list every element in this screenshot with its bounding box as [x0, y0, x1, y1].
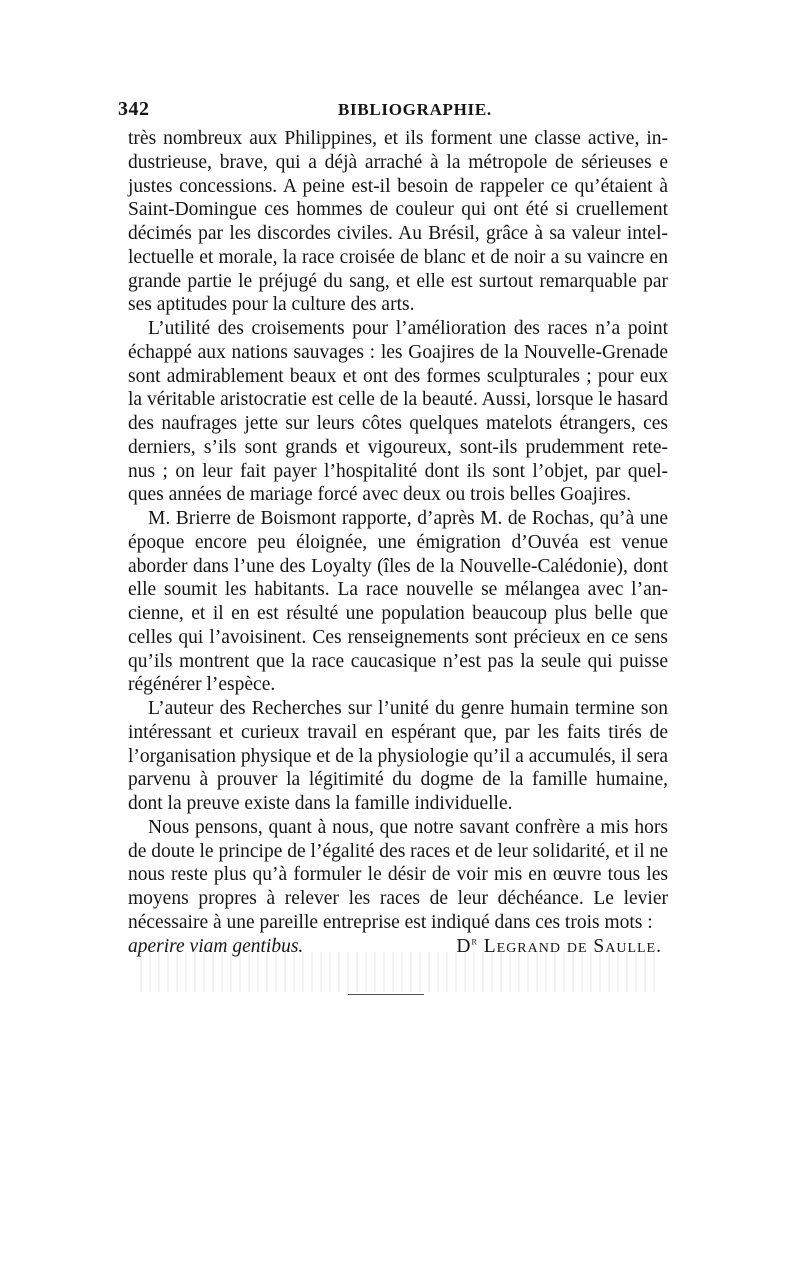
paragraph-5: Nous pensons, quant à nous, que notre savant confrère a mis hors de doute le principe de l’égalité des races et de leur solidarité, et il ne nous reste plus qu’à formuler le désir de voir mis en œuvre tous les moyens propres à relever les races de leur déchéance. Le levier nécessaire à une pareille entreprise est indiqué dans ces trois mots :	[128, 816, 668, 933]
page-header	[118, 98, 668, 128]
body-text	[128, 127, 668, 958]
paragraph-2: L’utilité des croisements pour l’amélioration des races n’a point échappé aux nations sauvages : les Goajires de la Nouvelle-Grenade sont admirablement beaux et ont des formes sculpturales ; pour eux la véritable aristocratie est celle de la beauté. Aussi, lorsque le hasard des naufrages jette sur leurs côtes quelques matelots étrangers, ces derniers, s’ils sont grands et vigoureux, sont-ils prudemment rete-nus ; on leur fait payer l’hospitalité dont ils sont l’objet, par quel-ques années de mariage forcé avec deux ou trois belles Goajires.	[128, 318, 668, 506]
running-head: BIBLIOGRAPHIE.	[338, 100, 492, 119]
signature-superscript: r	[471, 935, 478, 947]
page-number: 342	[118, 98, 150, 120]
paragraph-3: M. Brierre de Boismont rapporte, d’après M. de Rochas, qu’à une époque encore peu éloignée, une émigration d’Ouvéa est venue aborder dans l’une des Loyalty (îles de la Nouvelle-Calédonie), dont elle soumit les habitants. La race nouvelle se mélangea avec l’an-cienne, et il en est résulté une population beaucoup plus belle que celles qui l’avoisinent. Ces renseignements sont précieux en ce sens qu’ils montrent que la race caucasique n’est pas la seule qui puisse régénérer l’espèce.	[128, 508, 668, 696]
signature-prefix: D	[456, 935, 472, 957]
end-rule	[348, 994, 424, 995]
bleed-through-texture	[140, 952, 660, 992]
signature-name: Legrand de Saulle.	[483, 935, 662, 957]
paragraph-1: très nombreux aux Philippines, et ils forment une classe active, in-dustrieuse, brave, qui a déjà arraché à la métropole de sérieuses e justes concessions. A peine est-il besoin de rappeler ce qu’étaient à Saint-Domingue ces hommes de couleur qui ont été si cruellement décimés par les discordes civiles. Au Brésil, grâce à sa valeur intel-lectuelle et morale, la race croisée de blanc et de noir a su vaincre en grande partie le préjugé du sang, et elle est surtout remarquable par ses aptitudes pour la culture des arts.	[128, 128, 668, 316]
paragraph-4: L’auteur des Recherches sur l’unité du genre humain termine son intéressant et curieux travail en espérant que, par les faits tirés de l’organisation physique et de la physiologie qu’il a accumulés, il sera parvenu à prouver la légitimité du dogme de la famille humaine, dont la preuve existe dans la famille individuelle.	[128, 698, 668, 814]
latin-motto: aperire viam gentibus.	[128, 935, 304, 957]
